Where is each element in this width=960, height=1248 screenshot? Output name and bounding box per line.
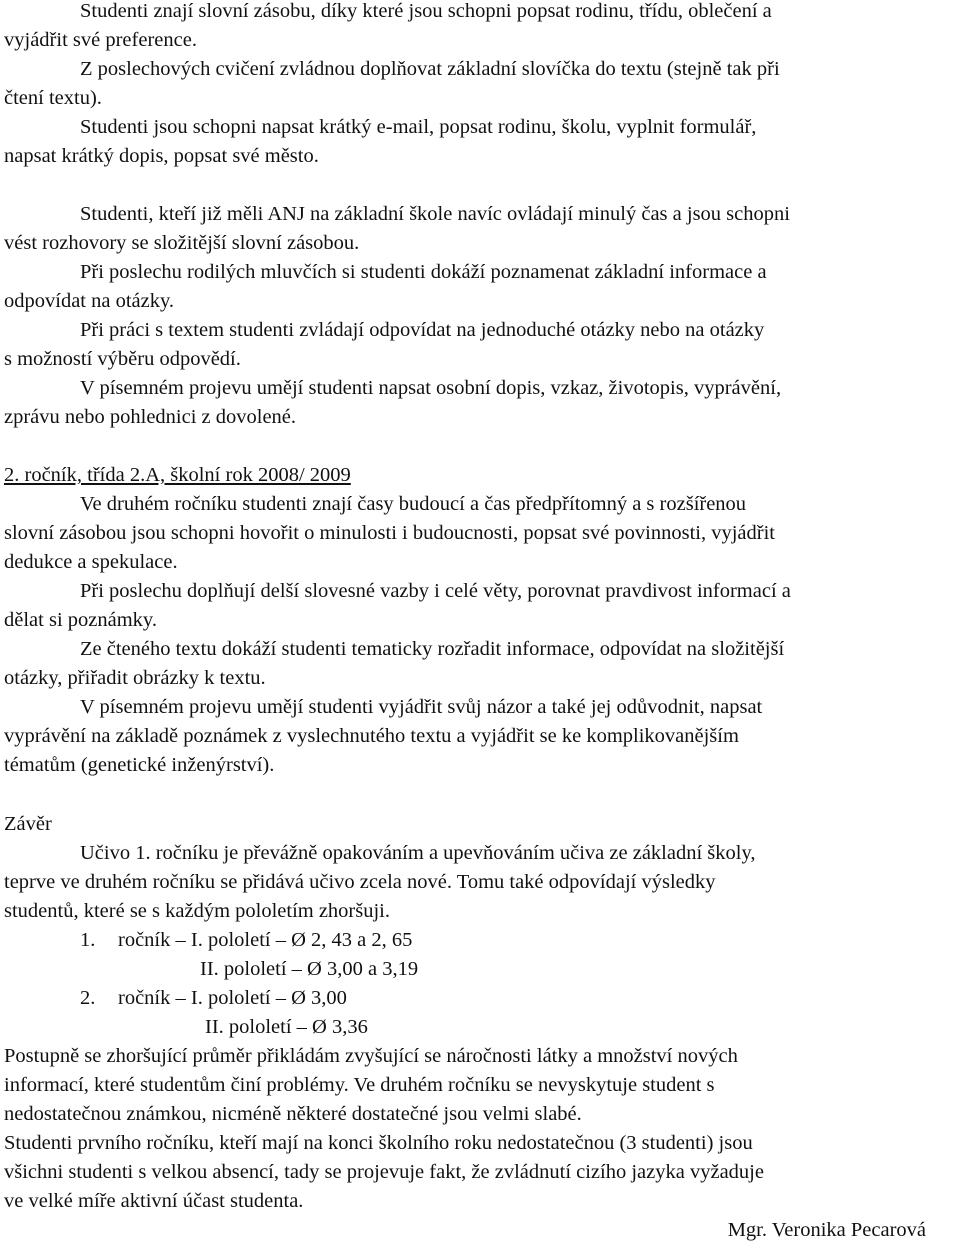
paragraph-vocabulary: Studenti znají slovní zásobu, díky které jsou schopni popsat rodinu, třídu, oblečení a vyjádřit své preference. (4, 0, 772, 51)
paragraph-reading-2: Ze čteného textu dokáží studenti tematicky rozřadit informace, odpovídat na složitější otázky, přiřadit obrázky k textu. (4, 638, 785, 689)
paragraph-native-listening: Při poslechu rodilých mluvčích si studenti dokáží poznamenat základní informace a odpovídat na otázky. (4, 261, 767, 312)
section-heading-conclusion: Závěr (4, 813, 52, 835)
grade-item-first-year: 1. ročník – I. pololetí – Ø 2, 43 a 2, 65 (80, 929, 413, 951)
paragraph-writing-2: V písemném projevu umějí studenti vyjádřit svůj názor a také jej odůvodnit, napsat vyprávění na základě poznámek z vyslechnutého textu a vyjádřit se ke komplikovanějším tématům (genetické inženýrství). (4, 696, 763, 776)
paragraph-text-work: Při práci s textem studenti zvládají odpovídat na jednoduché otázky nebo na otázky s možností výběru odpovědí. (4, 319, 765, 370)
paragraph-declining-average: Postupně se zhoršující průměr přikládám zvyšující se náročnosti látky a množství nových informací, které studentům činí problémy. Ve druhém ročníku se nevyskytuje student s nedostatečnou známkou, nicméně některé dostatečné jsou velmi slabé. (4, 1045, 738, 1125)
paragraph-written-expression: V písemném projevu umějí studenti napsat osobní dopis, vzkaz, životopis, vyprávění, zprávu nebo pohlednici z dovolené. (4, 377, 782, 428)
signature: Mgr. Veronika Pecarová (727, 1219, 926, 1241)
paragraph-listening: Z poslechových cvičení zvládnou doplňovat základní slovíčka do textu (stejně tak při čtení textu). (4, 58, 780, 109)
paragraph-failing-students: Studenti prvního ročníku, kteří mají na konci školního roku nedostatečnou (3 studenti) jsou všichni studenti s velkou absencí, tady se projevuje fakt, že zvládnutí cizího jazyka vyžaduje ve velké míře aktivní účast studenta. (4, 1132, 764, 1212)
grade-item-second-year: 2. ročník – I. pololetí – Ø 3,00 (80, 987, 347, 1009)
paragraph-advanced-students: Studenti, kteří již měli ANJ na základní škole navíc ovládají minulý čas a jsou schopni vést rozhovory se složitější slovní zásobou. (4, 203, 790, 254)
paragraph-tenses: Ve druhém ročníku studenti znají časy budoucí a čas předpřítomný a s rozšířenou slovní zásobou jsou schopni hovořit o minulosti i budoucnosti, popsat své povinnosti, vyjádřit dedukce a spekulace. (4, 493, 776, 573)
paragraph-listening-2: Při poslechu doplňují delší slovesné vazby i celé věty, porovnat pravdivost informací a dělat si poznámky. (4, 580, 791, 631)
paragraph-writing: Studenti jsou schopni napsat krátký e-mail, popsat rodinu, školu, vyplnit formulář, napsat krátký dopis, popsat své město. (4, 116, 757, 167)
grade-list: 1. ročník – I. pololetí – Ø 2, 43 a 2, 65 II. pololetí – Ø 3,00 a 3,19 2. ročník – I. pololetí – Ø 3,00 II. pololetí – Ø 3,36 (4, 926, 418, 1042)
paragraph-conclusion-intro: Učivo 1. ročníku je převážně opakováním a upevňováním učiva ze základní školy, teprve ve druhém ročníku se přidává učivo zcela nové. Tomu také odpovídají výsledky studentů, které se s každým pololetím zhoršuji. (4, 842, 756, 922)
section-heading-second-year: 2. ročník, třída 2.A, školní rok 2008/ 2009 (4, 464, 351, 486)
